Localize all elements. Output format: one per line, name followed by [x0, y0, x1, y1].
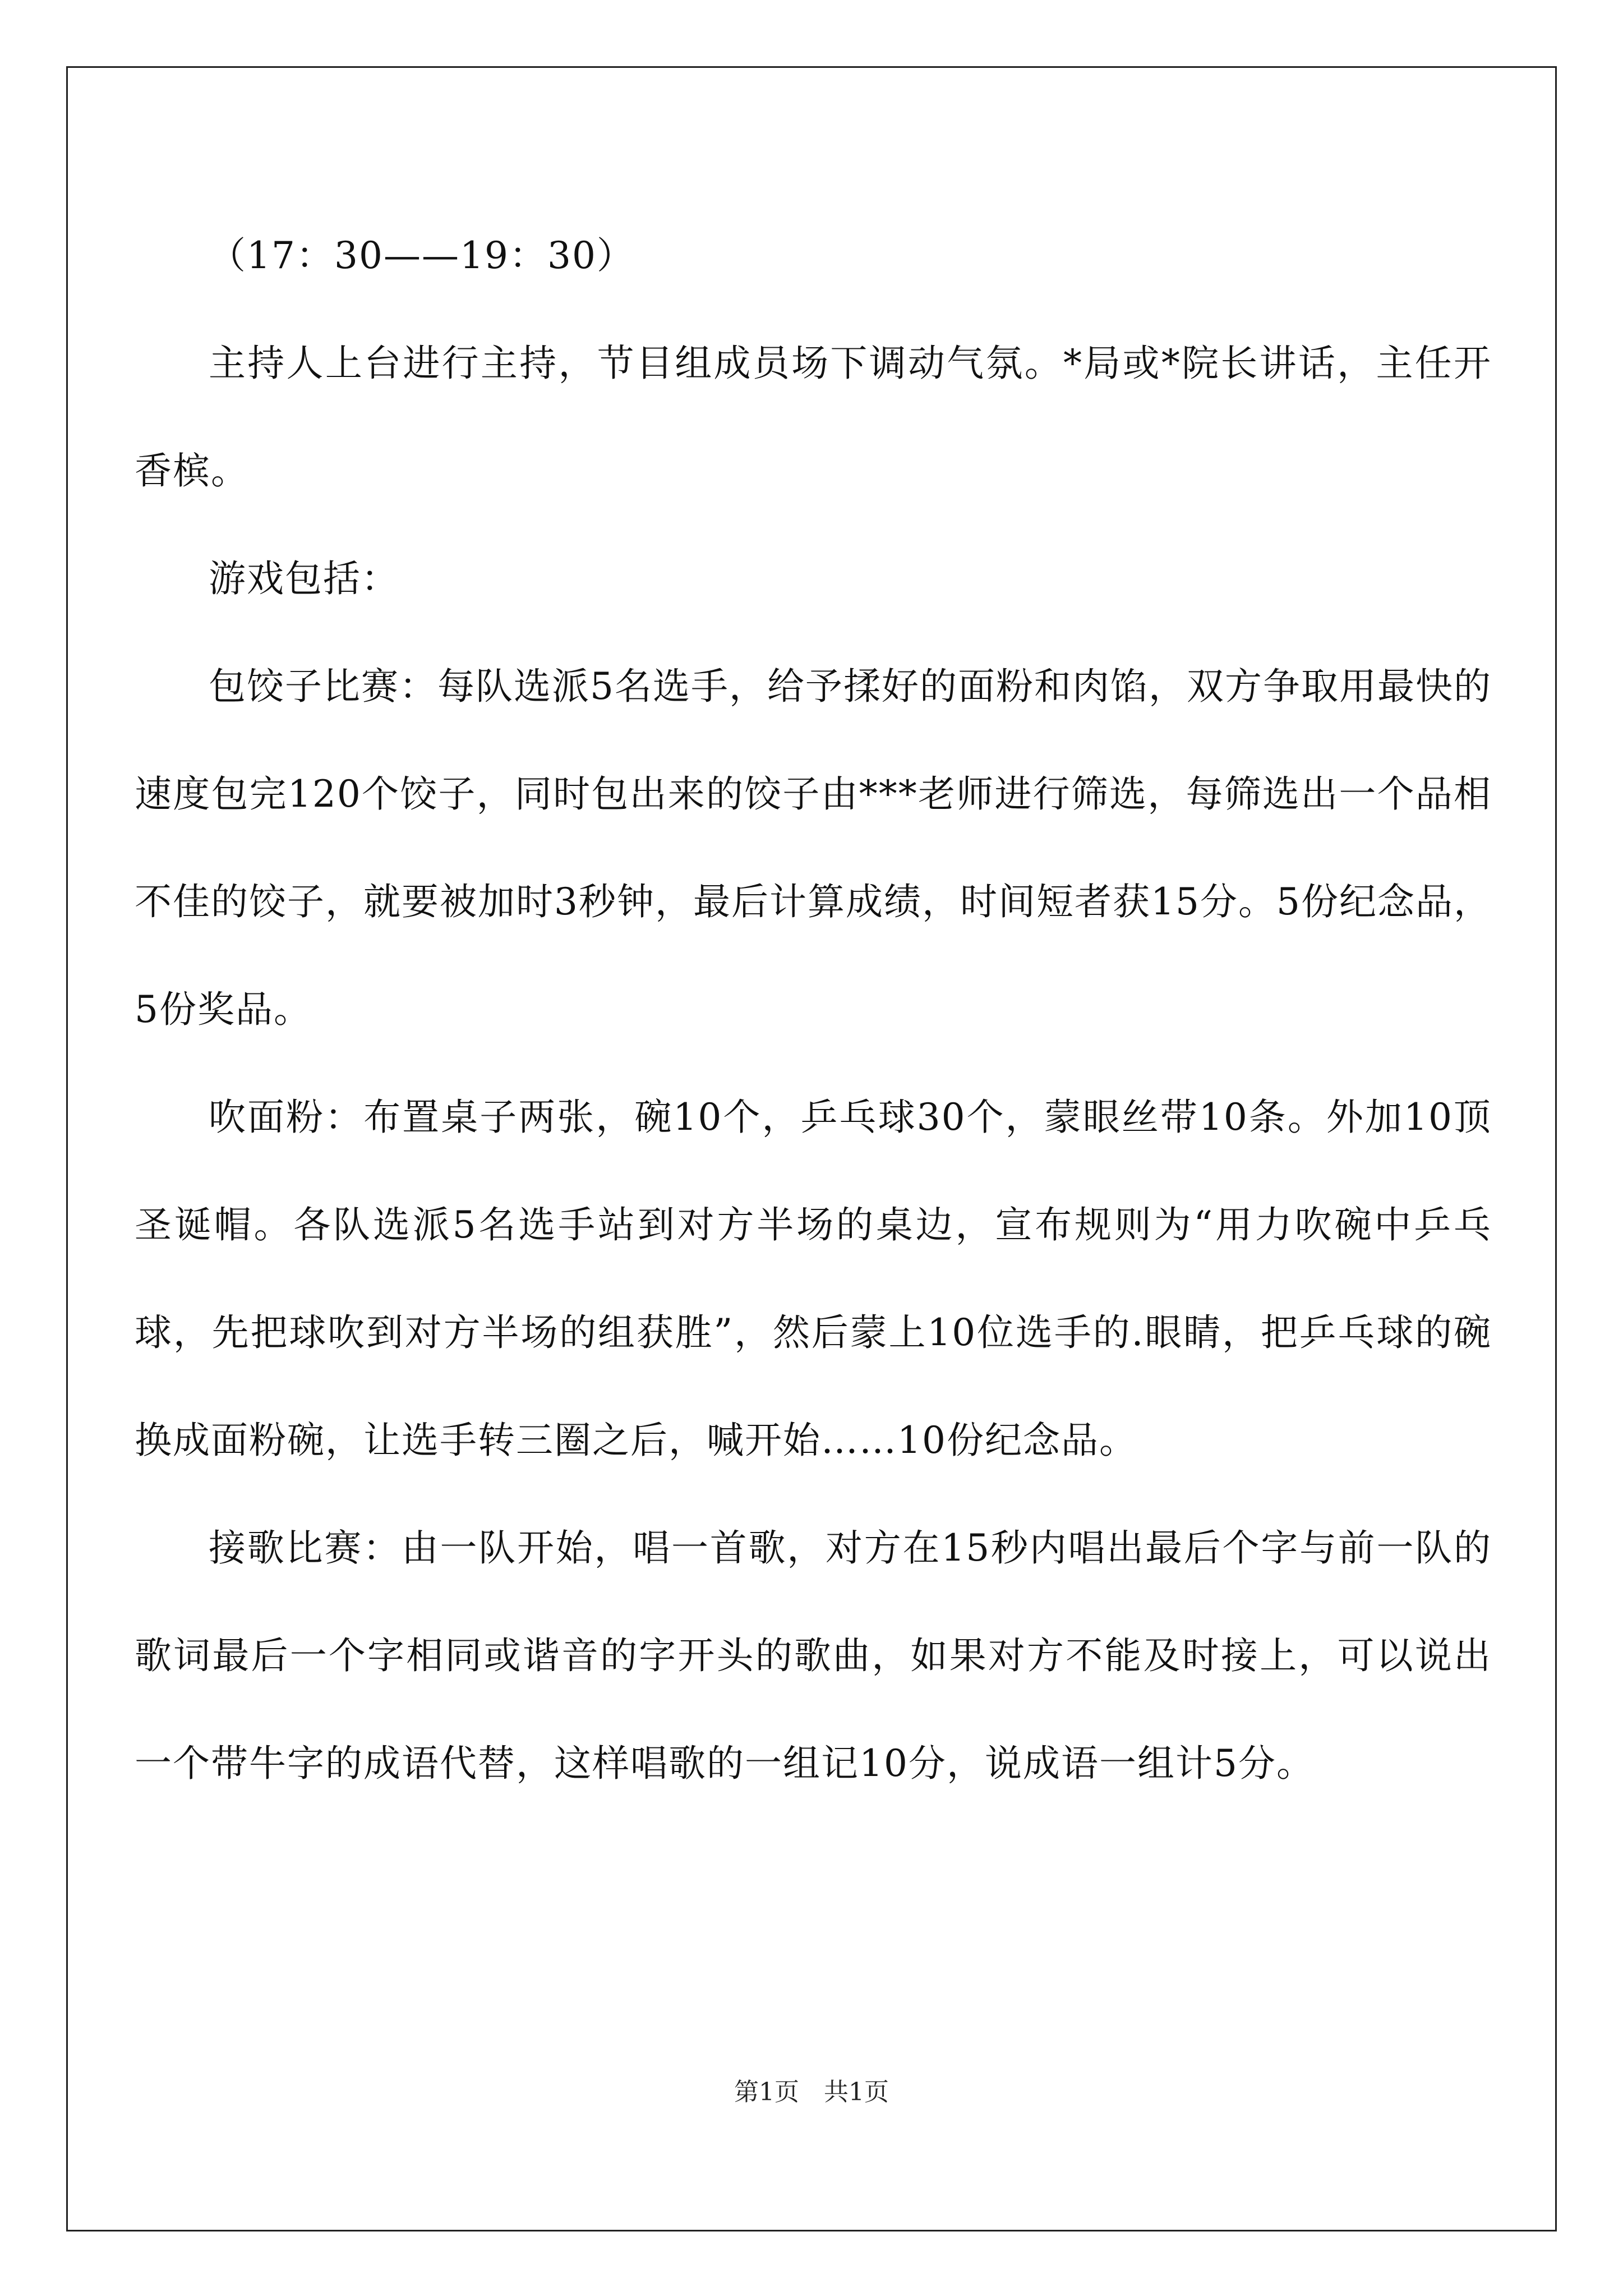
paragraph-games-heading: 游戏包括：	[209, 557, 399, 600]
paragraph-time-range: （17：30——19：30）	[209, 234, 635, 277]
document-body	[135, 202, 1492, 1818]
paragraph-song-relay: 接歌比赛：由一队开始，唱一首歌，对方在15秒内唱出最后个字与前一队的歌词最后一个字相同或谐音的字开头的歌曲，如果对方不能及时接上，可以说出一个带牛字的成语代替，这样唱歌的一组记10分，说成语一组计5分。	[135, 1526, 1492, 1785]
paragraph-host-opening: 主持人上台进行主持，节目组成员场下调动气氛。*局或*院长讲话，主任开香槟。	[135, 342, 1492, 493]
paragraph-dumpling-contest: 包饺子比赛：每队选派5名选手，给予揉好的面粉和肉馅，双方争取用最快的速度包完120个饺子，同时包出来的饺子由***老师进行筛选，每筛选出一个品相不佳的饺子，就要被加时3秒钟，最后计算成绩，时间短者获15分。5份纪念品，5份奖品。	[135, 665, 1492, 1031]
paragraph-blow-flour: 吹面粉：布置桌子两张，碗10个，乒乓球30个，蒙眼丝带10条。外加10顶圣诞帽。各队选派5名选手站到对方半场的桌边，宣布规则为“用力吹碗中乒乓球，先把球吹到对方半场的组获胜”，然后蒙上10位选手的.眼睛，把乒乓球的碗换成面粉碗，让选手转三圈之后，喊开始……10份纪念品。	[135, 1096, 1492, 1462]
page-number-footer: 第1页 共1页	[734, 2078, 889, 2106]
